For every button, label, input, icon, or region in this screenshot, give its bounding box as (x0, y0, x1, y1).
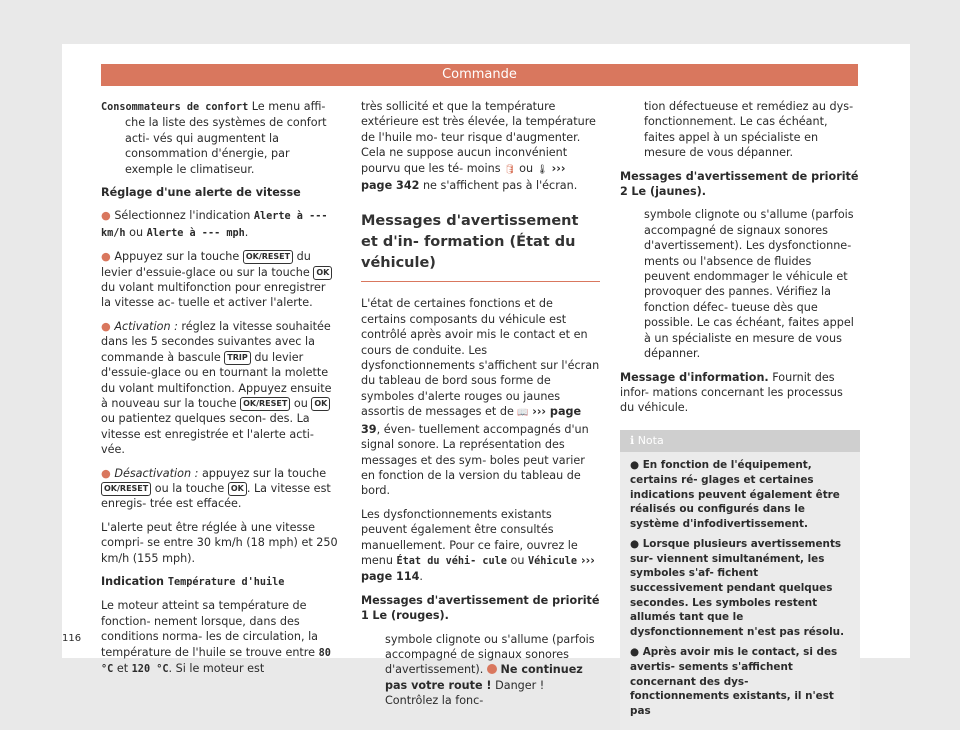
page-number: 116 (62, 633, 82, 644)
ok-key-icon: OK (228, 482, 247, 496)
heading-indication (101, 574, 338, 590)
info-icon: ℹ (630, 433, 635, 447)
term-priorite-1-rouges: Le (rouges). (372, 609, 449, 623)
heading-indication-mono: Température d'huile (167, 576, 285, 588)
b3-text-a: réglez la vitesse souhaitée dans les 5 secondes suivantes avec la commande à bascule (101, 319, 331, 364)
etat-text-a: L'état de certaines fonctions et de certains composants du véhicule est contrôlé après avoir mis le contact et en cours de conduite. Les dysfonctionnements s'affichent sur l'écran du tableau de bord sous forme de symboles d'alerte rouges ou jaunes assortis de messages et de (361, 297, 600, 419)
b4-text-c: . La vitesse est enregis- trée est effacée. (101, 481, 331, 511)
heading-indication-text: Indication (101, 574, 168, 588)
temoins-or: ou (519, 161, 534, 175)
b4-text-a: appuyez sur la touche (201, 466, 327, 480)
para-suite: tion défectueuse et remédiez au dys- fonctionnement. Le cas échéant, faites appel à un spécialiste en mesure de vous dépanner. (644, 100, 854, 160)
nota-item: ● Lorsque plusieurs avertissements sur- viennent simultanément, les symboles s'af- fichent successivement pendant quelques secondes. Les symboles restent allumés tant que le dysfonctionnement n'est pas résolu. (630, 538, 845, 638)
temp-120: 120 °C (131, 664, 169, 675)
heading-reglage: Réglage d'une alerte de vitesse (101, 186, 301, 200)
stop-icon (487, 664, 497, 674)
para-temoins (361, 99, 600, 193)
nota-header (620, 430, 860, 453)
para-consommateurs (101, 99, 338, 177)
priorite-1-warning: Ne continuez pas votre route ! (385, 663, 583, 692)
dysf-end: . (419, 570, 423, 584)
para-priorite-1-text (361, 632, 600, 709)
b3-text-c: ou (293, 396, 308, 410)
oil-warning-icon: 🛢 (504, 164, 516, 175)
b3-text-d: ou patientez quelques secon- des. La vitesse est enregistrée et l'alerte acti- vée. (101, 412, 314, 457)
para-priorite-1 (361, 593, 600, 624)
okreset-key-icon: OK/RESET (243, 250, 293, 264)
nota-item-text: Lorsque plusieurs avertissements sur- viennent simultanément, les symboles s'af- fichent successivement pendant quelques secondes. Les symboles restent allumés tant que le dysfonctionnement n'est pas résolu. (630, 538, 845, 638)
nota-title: Nota (637, 433, 664, 447)
bullet-appuyez (101, 249, 338, 311)
bullet-dot-icon: ● (101, 209, 111, 223)
para-priorite-2-text: symbole clignote ou s'allume (parfois accompagné de signaux sonores d'avertissement). Les dysfonctionne- ments ou l'absence de fluides peuvent endommager le véhicule et provoquer des pannes. Vérifiez la fonction défec- tueuse dès que possible. Le cas échéant, faites appel à un spécialiste en mesure de vous dépanner. (644, 208, 854, 361)
b1-mono2: Alerte à --- mph (146, 227, 245, 239)
text-consommateurs: Le menu affi- che la liste des systèmes de confort acti- vés qui augmentent la consommation d'énergie, par exemple le climatiseur. (125, 100, 327, 176)
b1-text: Sélectionnez l'indication (114, 209, 254, 223)
page-header: Commande (101, 64, 858, 86)
menu-etat-vehicule: État du véhi- cule (396, 555, 507, 567)
okreset-key-icon: OK/RESET (101, 482, 151, 496)
section-title: Messages d'avertissement et d'in- formation (État du véhicule) (361, 211, 600, 282)
column-2 (361, 99, 600, 717)
b3-text-b: du levier d'essuie-glace ou en tournant la molette du volant multifonction. Appuyez ensuite à nouveau sur la touche (101, 350, 332, 410)
term-information: Message d'information. (620, 370, 769, 384)
column-3 (620, 99, 860, 730)
link-page-342[interactable]: ››› page 342 (361, 161, 566, 193)
term-consommateurs: Consommateurs de confort (101, 102, 249, 113)
moteur-text-b: . Si le moteur est (168, 662, 265, 675)
b2-text-b: du levier d'essuie-glace ou sur la touche (101, 250, 311, 279)
b2-text-a: Appuyez sur la touche (114, 250, 240, 264)
nota-item-text: En fonction de l'équipement, certains ré- glages et certaines indications peuvent également être réalisés ou configurés dans le système d'infodivertissement. (630, 459, 840, 530)
b1-end: . (244, 225, 249, 239)
bullet-activation (101, 319, 338, 458)
priorite-1-text: symbole clignote ou s'allume (parfois accompagné de signaux sonores d'avertissement). (385, 632, 595, 677)
dysf-text-a: Les dysfonctionnements existants peuvent également être consultés manuellement. Pour ce faire, ouvrez le menu (361, 507, 578, 567)
column-1 (101, 99, 338, 685)
menu-vehicule: Véhicule (528, 555, 578, 567)
bullet-dot-icon: ● (101, 319, 111, 333)
para-priorite-2 (620, 169, 860, 200)
b1-or: ou (125, 225, 147, 239)
information-text: Fournit des infor- mations concernant les processus du véhicule. (620, 370, 843, 415)
moteur-text-a: Le moteur atteint sa température de fonction- nement lorsque, dans des conditions norma- les de circulation, la température de l'huile se trouve entre (101, 599, 319, 659)
book-reference-icon: 📖 (517, 408, 529, 419)
para-information (620, 370, 860, 416)
link-page-114[interactable]: ››› page 114 (361, 553, 595, 584)
bullet-desactivation (101, 466, 338, 512)
term-priorite-2: Messages d'avertissement de priorité 2 (620, 169, 859, 199)
priorite-1-end: Danger ! Contrôlez la fonc- (385, 678, 545, 708)
b2-text-c: du volant multifonction pour enregistrer la vitesse ac- tuelle et activer l'alerte. (101, 281, 326, 310)
nota-item: ● En fonction de l'équipement, certains ré- glages et certaines indications peuvent également être réalisés ou configurés dans le système d'infodivertissement. (630, 459, 840, 530)
nota-list (620, 458, 860, 718)
ok-key-icon: OK (311, 397, 330, 411)
bullet-dot-icon: ● (101, 250, 111, 264)
temoins-text-a: très sollicité et que la température extérieure est très élevée, la température de l'huile mo- teur risque d'augmenter. Cela ne suppose aucun inconvénient pourvu que les té- moins (361, 100, 596, 175)
okreset-key-icon: OK/RESET (240, 397, 290, 411)
b1-mono1: Alerte à --- km/h (101, 211, 328, 239)
ok-key-icon: OK (313, 266, 332, 280)
dysf-or: ou (506, 553, 528, 567)
temp-80: 80 °C (101, 647, 331, 675)
etat-text-b: , éven- tuellement accompagnés d'un signal sonore. La représentation des messages et des sym- boles peut varier en fonction de la version du tableau de bord. (361, 422, 589, 498)
bullet-dot-icon: ● (101, 466, 111, 480)
nota-item-text: Après avoir mis le contact, si des avertis- sements s'affichent concernant des dys- fonctionnements existants, il n'est pas (630, 646, 838, 717)
b4-text-b: ou la touche (154, 481, 225, 495)
b3-em: Activation : (114, 319, 178, 333)
para-dysfonctionnements (361, 507, 600, 585)
term-priorite-2-jaunes: Le (jaunes). (631, 185, 707, 199)
coolant-temp-icon: 🌡 (536, 164, 549, 175)
link-page-39[interactable]: ››› page 39 (361, 405, 582, 436)
para-etat (361, 296, 600, 498)
b4-em: Désactivation : (114, 466, 199, 480)
temoins-text-b: ne s'affichent pas à l'écran. (422, 179, 578, 193)
nota-box (620, 430, 860, 730)
para-moteur (101, 598, 338, 677)
trip-key-icon: TRIP (224, 351, 250, 365)
nota-item: ● Après avoir mis le contact, si des avertis- sements s'affichent concernant des dys- fonctionnements existants, il n'est pas (630, 646, 838, 717)
moteur-et: et (113, 662, 132, 675)
bullet-selection (101, 208, 338, 241)
para-alerte: L'alerte peut être réglée à une vitesse compri- se entre 30 km/h (18 mph) et 250 km/h (155 mph). (101, 520, 338, 565)
term-priorite-1: Messages d'avertissement de priorité 1 (361, 593, 600, 623)
